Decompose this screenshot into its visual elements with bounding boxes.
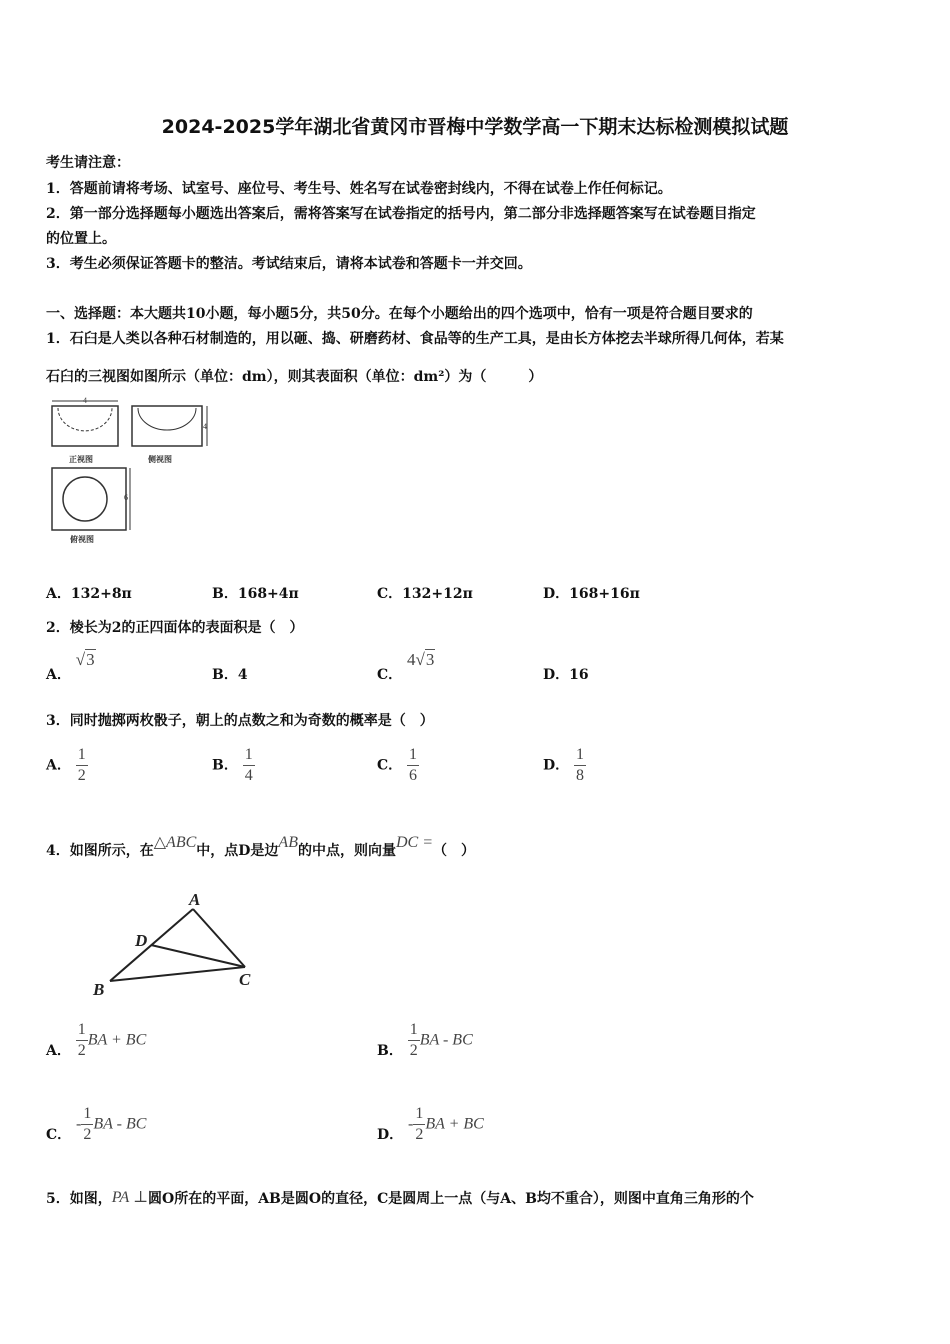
dim-right-label: 6	[124, 493, 128, 502]
q2-option-b[interactable]: B．4	[212, 667, 248, 683]
side-view-label: 侧视图	[148, 455, 172, 464]
q4-option-a[interactable]	[46, 1020, 146, 1061]
q4-option-c-neg: -	[76, 1115, 82, 1133]
front-view-label: 正视图	[69, 455, 93, 464]
q4-option-c-fraction: $\frac{1}{2}$	[83, 1105, 92, 1143]
point-a-label: A	[189, 890, 201, 909]
q5-text: 5．如图，PA ⊥圆O所在的平面，AB是圆O的直径，C是圆周上一点（与A、B均不重合），则图中直角三角形的个	[46, 1189, 754, 1207]
q1-option-c[interactable]: C．132+12π	[377, 586, 473, 602]
q4-option-b-fraction: $\frac{1}{2}$	[409, 1021, 418, 1059]
q3-option-b-label: B．	[212, 757, 238, 774]
q2-option-a-label: A．	[46, 667, 71, 683]
q4-option-b[interactable]	[377, 1020, 473, 1061]
q2-option-a-value: √3	[75, 650, 95, 669]
q4-option-b-label: B．	[377, 1042, 403, 1059]
q2-option-c-radicand: 3	[425, 650, 435, 669]
section-heading: 一、选择题：本大题共10小题，每小题5分，共50分。在每个小题给出的四个选项中，恰有一项是符合题目要求的	[46, 306, 753, 322]
q4-triangle-figure	[88, 888, 263, 1003]
q1-option-b[interactable]: B．168+4π	[212, 586, 299, 602]
q1-text-line1: 1．石臼是人类以各种石材制造的，用以砸、捣、研磨药材、食品等的生产工具，是由长方体挖去半球所得几何体，若某	[46, 331, 784, 347]
q2-option-c[interactable]	[377, 650, 435, 684]
q2-option-a-radicand: 3	[86, 650, 95, 669]
q4-triangle-abc: △ABC	[153, 834, 197, 851]
q4-option-a-fraction: $\frac{1}{2}$	[77, 1021, 86, 1059]
q4-option-d-expr: BA + BC	[425, 1115, 484, 1133]
q3-option-c-label: C．	[377, 757, 403, 774]
q4-vector-dc: DC =	[395, 834, 433, 851]
q2-option-c-value: 4√3	[407, 650, 435, 669]
q3-option-a-fraction: $\frac{1}{2}$	[77, 746, 86, 784]
q4-option-d[interactable]	[377, 1104, 484, 1145]
top-view-circle	[63, 477, 107, 521]
q4-option-a-expr: BA + BC	[87, 1031, 147, 1049]
q3-option-d-label: D．	[543, 757, 570, 774]
q5-pa-perp: PA ⊥	[111, 1189, 148, 1206]
q3-option-d[interactable]	[543, 745, 586, 786]
q3-text: 3．同时抛掷两枚骰子，朝上的点数之和为奇数的概率是（ ）	[46, 713, 434, 729]
q3-option-c-fraction: $\frac{1}{6}$	[409, 746, 418, 784]
q4-option-c[interactable]	[46, 1104, 146, 1145]
q4-option-d-neg: -	[408, 1115, 414, 1133]
dim-side-label: 4	[203, 422, 207, 431]
side-view-rect	[132, 406, 202, 446]
q2-option-a[interactable]	[46, 650, 96, 684]
front-view-rect	[52, 406, 118, 446]
page-title: 2024-2025学年湖北省黄冈市晋梅中学数学高一下期末达标检测模拟试题	[161, 116, 789, 138]
dim-top-label: 4	[83, 396, 87, 405]
q3-option-a-label: A．	[46, 757, 71, 774]
notice-heading: 考生请注意：	[46, 155, 130, 171]
q4-option-d-fraction: $\frac{1}{2}$	[415, 1105, 424, 1143]
point-d-label: D	[135, 931, 148, 950]
q2-option-c-label: C．	[377, 667, 403, 683]
q2-option-d[interactable]: D．16	[543, 667, 589, 683]
point-b-label: B	[93, 980, 105, 999]
notice-item-2-cont: 的位置上。	[46, 231, 116, 247]
q4-option-c-label: C．	[46, 1126, 72, 1143]
q4-option-c-expr: BA - BC	[93, 1115, 147, 1133]
q1-three-view-figure	[44, 396, 219, 548]
q4-segment-ab: AB	[278, 834, 298, 851]
notice-item-2: 2．第一部分选择题每小题选出答案后，需将答案写在试卷指定的括号内，第二部分非选择题答案写在试卷题目指定	[46, 206, 756, 222]
q2-text: 2．棱长为2的正四面体的表面积是（ ）	[46, 620, 304, 636]
q1-text-line2: 石臼的三视图如图所示（单位：dm），则其表面积（单位：dm²）为（ ）	[46, 369, 543, 385]
q4-option-b-expr: BA - BC	[419, 1031, 473, 1049]
point-c-label: C	[239, 970, 251, 989]
q3-option-d-fraction: $\frac{1}{8}$	[576, 746, 585, 784]
q2-option-c-coef: 4	[407, 650, 416, 669]
side-view-hemisphere	[138, 408, 196, 430]
q3-option-b-fraction: $\frac{1}{4}$	[244, 746, 253, 784]
q1-option-a[interactable]: A．132+8π	[46, 586, 132, 602]
front-view-hemisphere	[58, 408, 112, 431]
q3-option-b[interactable]	[212, 745, 255, 786]
q4-option-a-label: A．	[46, 1042, 71, 1059]
q3-option-c[interactable]	[377, 745, 419, 786]
q3-option-a[interactable]	[46, 745, 88, 786]
q4-text: 4．如图所示，在△ABC中，点D是边AB的中点，则向量DC =（ ）	[46, 834, 475, 859]
top-view-label: 俯视图	[70, 535, 94, 544]
q1-option-d[interactable]: D．168+16π	[543, 586, 640, 602]
notice-item-3: 3．考生必须保证答题卡的整洁。考试结束后，请将本试卷和答题卡一并交回。	[46, 256, 532, 272]
notice-item-1: 1．答题前请将考场、试室号、座位号、考生号、姓名写在试卷密封线内，不得在试卷上作任何标记。	[46, 181, 672, 197]
q4-option-d-label: D．	[377, 1126, 404, 1143]
